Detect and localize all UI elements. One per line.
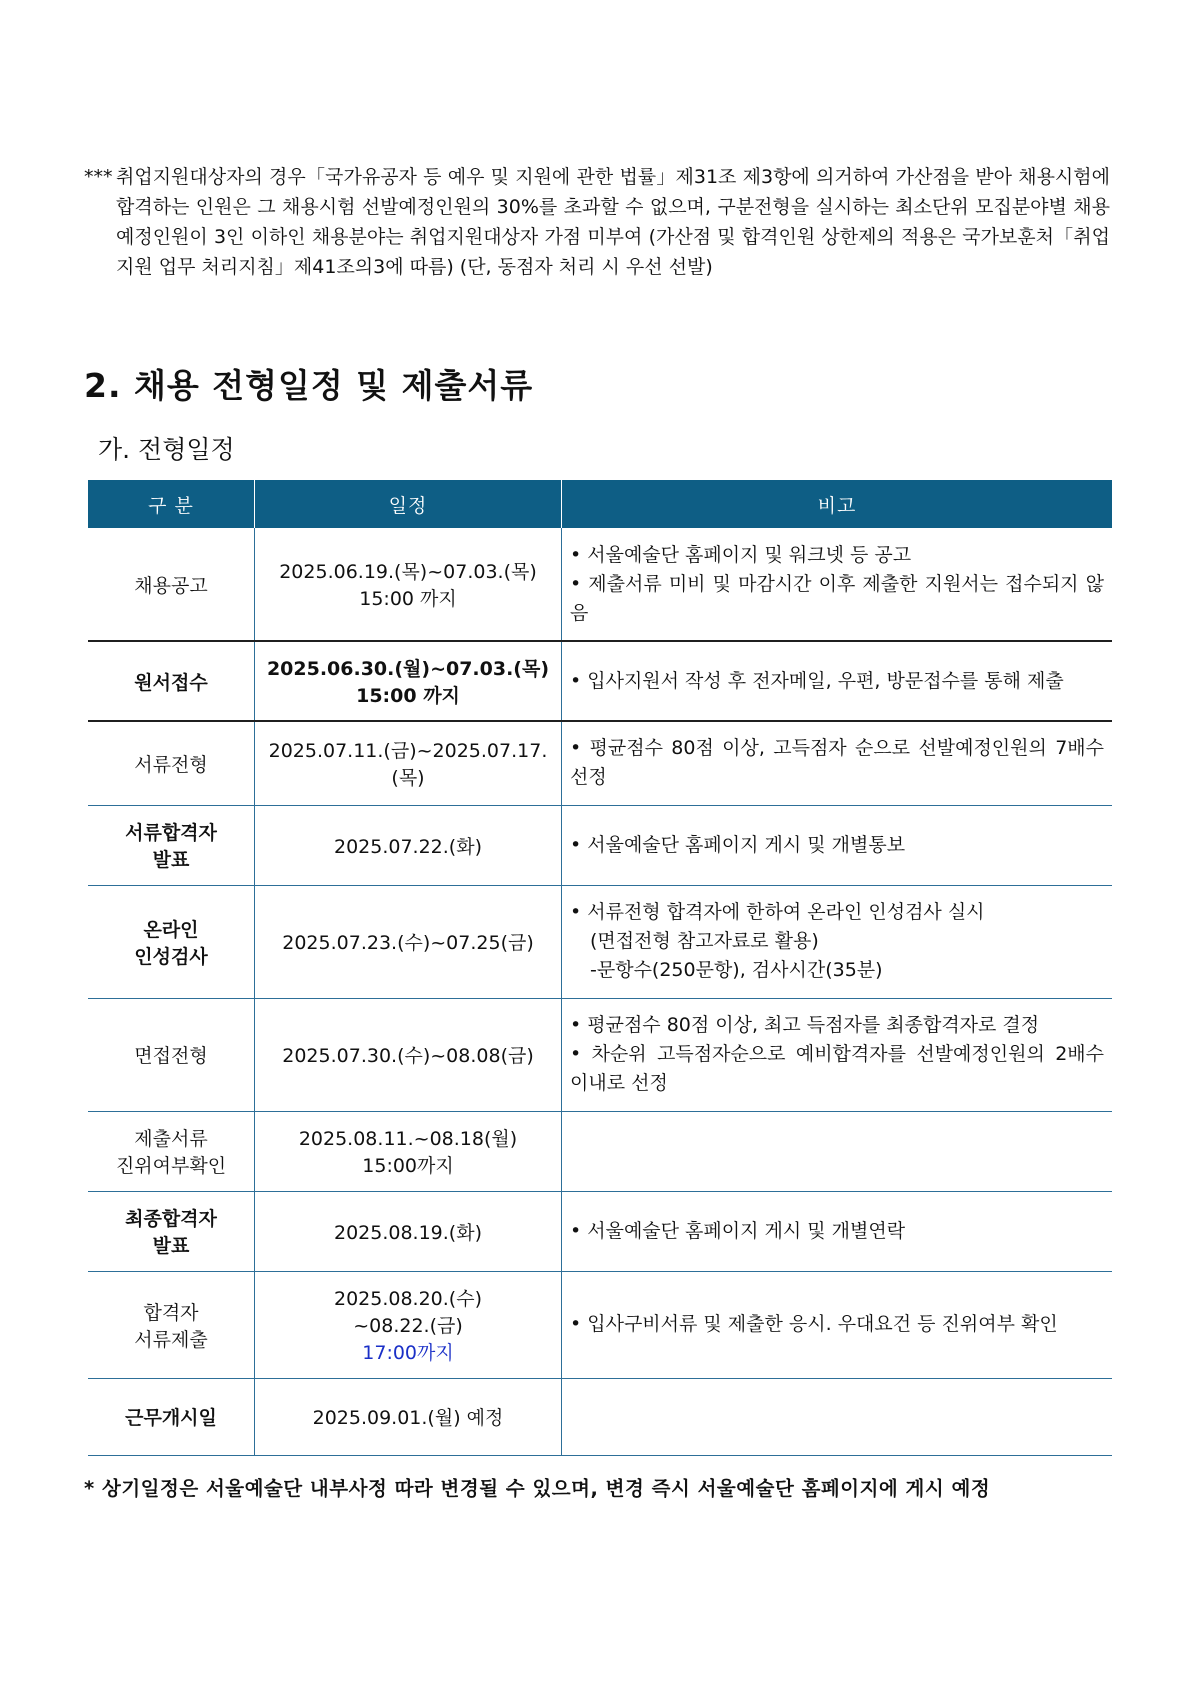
row-category xyxy=(88,805,255,885)
table-row xyxy=(88,1271,1112,1378)
category-line: 발표 xyxy=(152,1235,190,1257)
category-line: 인성검사 xyxy=(134,945,208,968)
row-category xyxy=(88,1271,255,1378)
note-line: • 서울예술단 홈페이지 게시 및 개별통보 xyxy=(570,833,906,856)
row-note xyxy=(562,641,1113,721)
table-row xyxy=(88,1111,1112,1191)
row-schedule xyxy=(255,1111,562,1191)
schedule-line: ~08.22.(금) xyxy=(353,1315,463,1337)
schedule-line: 15:00까지 xyxy=(362,1155,454,1177)
table-row xyxy=(88,1191,1112,1271)
schedule-deadline: 17:00까지 xyxy=(362,1342,454,1364)
category-line: 최종합격자 xyxy=(125,1208,217,1230)
note-line: • 제출서류 미비 및 마감시간 이후 제출한 지원서는 접수되지 않음 xyxy=(570,572,1104,624)
category-line: 합격자 xyxy=(143,1301,199,1324)
row-category xyxy=(88,885,255,998)
row-category: 원서접수 xyxy=(88,641,255,721)
note-text: 취업지원대상자의 경우「국가유공자 등 예우 및 지원에 관한 법률」제31조 제3항에 의거하여 가산점을 받아 채용시험에 합격하는 인원은 그 채용시험 선발예정인원의 30%를 초과할 수 없으며, 구분전형을 실시하는 최소단위 모집분야별 채용예정인원이 3인 이하인 채용분야는 취업지원대상자 가점 미부여 (가산점 및 합격인원 상한제의 적용은 국가보훈처「취업지원 업무 처리지침」제41조의3에 따름) (단, 동점자 처리 시 우선 선발) xyxy=(116,166,1110,278)
category-line: 진위여부확인 xyxy=(115,1155,227,1177)
table-row xyxy=(88,998,1112,1111)
table-row xyxy=(88,641,1112,721)
note-line: • 서울예술단 홈페이지 및 워크넷 등 공고 xyxy=(570,543,912,566)
header-note: 비고 xyxy=(562,480,1113,528)
schedule-line: 2025.08.20.(수) xyxy=(333,1288,482,1310)
row-schedule xyxy=(255,528,562,641)
note-line: • 서류전형 합격자에 한하여 온라인 인성검사 실시 xyxy=(570,901,985,923)
row-category xyxy=(88,1191,255,1271)
category-line: 서류합격자 xyxy=(125,822,217,844)
schedule-line: 2025.06.30.(월)~07.03.(목) xyxy=(266,658,550,680)
schedule-table xyxy=(88,480,1112,1456)
schedule-line: 2025.08.19.(화) xyxy=(333,1221,482,1244)
schedule-line: 15:00 까지 xyxy=(359,588,457,610)
row-note xyxy=(562,1271,1113,1378)
table-row xyxy=(88,721,1112,805)
table-row xyxy=(88,805,1112,885)
note-line: -문항수(250문항), 검사시간(35분) xyxy=(590,959,883,981)
schedule-line: 2025.08.11.~08.18(월) xyxy=(298,1128,518,1150)
row-note xyxy=(562,1378,1113,1455)
top-note xyxy=(84,162,1110,282)
note-line: • 입사구비서류 및 제출한 응시. 우대요건 등 진위여부 확인 xyxy=(570,1313,1058,1335)
row-schedule xyxy=(255,1191,562,1271)
row-schedule xyxy=(255,885,562,998)
note-line: • 서울예술단 홈페이지 게시 및 개별연락 xyxy=(570,1219,906,1242)
header-category: 구 분 xyxy=(88,480,255,528)
row-schedule xyxy=(255,805,562,885)
note-line: (면접전형 참고자료로 활용) xyxy=(590,930,819,952)
row-category xyxy=(88,1111,255,1191)
row-category: 채용공고 xyxy=(88,528,255,641)
row-category: 근무개시일 xyxy=(88,1378,255,1455)
schedule-line: 2025.09.01.(월) 예정 xyxy=(312,1407,504,1429)
category-line: 발표 xyxy=(152,849,190,871)
row-note xyxy=(562,998,1113,1111)
schedule-line: 2025.07.22.(화) xyxy=(333,835,482,858)
schedule-line: 2025.07.11.(금)~2025.07.17.(목) xyxy=(268,740,548,790)
row-schedule xyxy=(255,721,562,805)
table-row xyxy=(88,1378,1112,1455)
note-mark: *** xyxy=(84,166,113,188)
bottom-note: * 상기일정은 서울예술단 내부사정 따라 변경될 수 있으며, 변경 즉시 서울예술단 홈페이지에 게시 예정 xyxy=(84,1477,991,1500)
schedule-line: 2025.07.30.(수)~08.08(금) xyxy=(282,1045,534,1067)
category-line: 서류제출 xyxy=(134,1328,208,1351)
header-schedule: 일정 xyxy=(255,480,562,528)
row-schedule xyxy=(255,641,562,721)
row-note xyxy=(562,885,1113,998)
table-row xyxy=(88,885,1112,998)
table-row xyxy=(88,528,1112,641)
category-line: 제출서류 xyxy=(134,1128,208,1150)
note-line: • 평균점수 80점 이상, 최고 득점자를 최종합격자로 결정 xyxy=(570,1014,1040,1036)
row-schedule xyxy=(255,998,562,1111)
row-schedule xyxy=(255,1271,562,1378)
schedule-line: 2025.06.19.(목)~07.03.(목) xyxy=(279,561,537,583)
section-title: 2. 채용 전형일정 및 제출서류 xyxy=(84,366,534,405)
note-line: • 차순위 고득점자순으로 예비합격자를 선발예정인원의 2배수 이내로 선정 xyxy=(570,1043,1104,1094)
row-schedule xyxy=(255,1378,562,1455)
row-category: 서류전형 xyxy=(88,721,255,805)
schedule-line: 2025.07.23.(수)~07.25(금) xyxy=(282,932,534,954)
row-note xyxy=(562,528,1113,641)
row-note xyxy=(562,805,1113,885)
table-header-row xyxy=(88,480,1112,528)
row-note xyxy=(562,1191,1113,1271)
note-line: • 평균점수 80점 이상, 고득점자 순으로 선발예정인원의 7배수 선정 xyxy=(570,737,1104,789)
row-note xyxy=(562,721,1113,805)
schedule-line: 15:00 까지 xyxy=(356,685,460,707)
row-note xyxy=(562,1111,1113,1191)
row-category: 면접전형 xyxy=(88,998,255,1111)
note-line: • 입사지원서 작성 후 전자메일, 우편, 방문접수를 통해 제출 xyxy=(570,669,1064,692)
category-line: 온라인 xyxy=(143,918,199,941)
sub-title: 가. 전형일정 xyxy=(98,435,235,464)
